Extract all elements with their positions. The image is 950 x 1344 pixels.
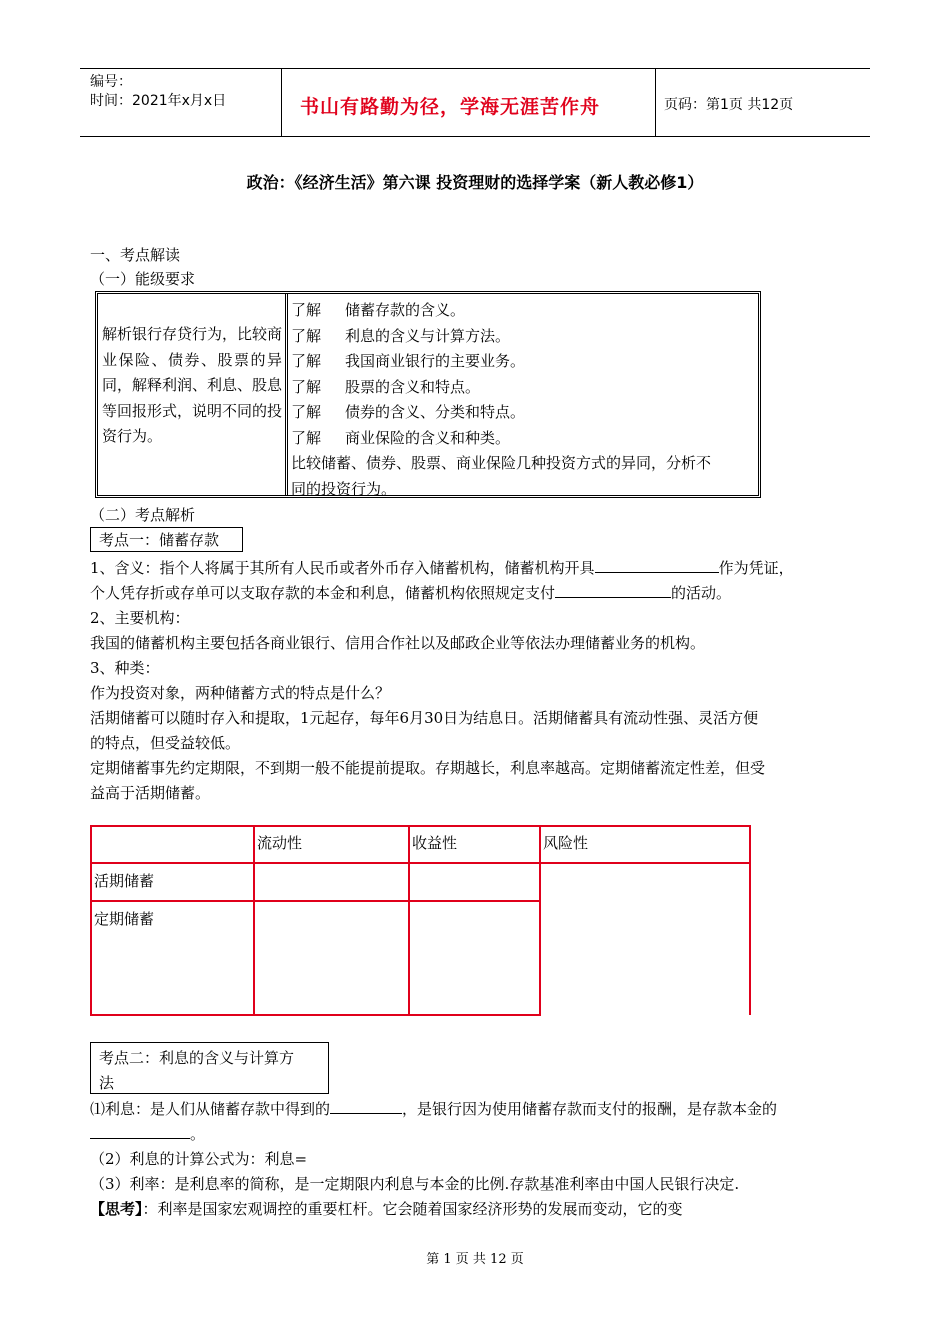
table-divider xyxy=(285,294,288,495)
think-label: 【思考】 xyxy=(90,1200,143,1218)
table-rule xyxy=(408,825,410,1016)
compare-requirement-line: 比较储蓄、债券、股票、商业保险几种投资方式的异同，分析不 xyxy=(291,454,712,472)
paragraph-text: 活期储蓄可以随时存入和提取，1元起存，每年6月30日为结息日。活期储蓄具有流动性强、灵活方便 xyxy=(90,709,759,727)
table-header-liquidity: 流动性 xyxy=(257,834,303,852)
table-rule xyxy=(90,862,751,864)
think-text: ：利率是国家宏观调控的重要杠杆。它会随着国家经济形势的发展而变动，它的变 xyxy=(142,1200,683,1218)
point-two-title: 法 xyxy=(99,1074,115,1092)
definition-text: ⑴利息：是人们从储蓄存款中得到的 xyxy=(90,1100,331,1118)
paragraph-heading: 3、种类： xyxy=(90,659,160,677)
doc-time-label: 时间：2021年x月x日 xyxy=(90,93,227,109)
definition-text: 个人凭存折或存单可以支取存款的本金和利息，储蓄机构依照规定支付 xyxy=(90,584,556,602)
requirement-content: 债券的含义、分类和特点。 xyxy=(345,403,526,421)
requirement-content: 利息的含义与计算方法。 xyxy=(345,326,511,345)
header-motto: 书山有路勤为径，学海无涯苦作舟 xyxy=(300,96,601,118)
requirement-content: 商业保险的含义和种类。 xyxy=(345,428,511,447)
table-rule xyxy=(90,1014,541,1016)
requirement-content: 储蓄存款的含义。 xyxy=(345,301,466,319)
paragraph-heading: 2、主要机构： xyxy=(90,609,190,627)
paragraph-text: 益高于活期储蓄。 xyxy=(90,784,211,802)
interest-rate-text: （3）利率：是利息率的简称，是一定期限内利息与本金的比例.存款基准利率由中国人民银行决定. xyxy=(90,1175,740,1193)
table-rule xyxy=(539,825,541,1016)
definition-line xyxy=(90,582,731,603)
point-one-box: 考点一：储蓄存款 xyxy=(90,527,243,552)
requirement-content: 股票的含义和特点。 xyxy=(345,377,481,396)
interest-definition-line xyxy=(90,1123,205,1144)
definition-line xyxy=(90,557,794,578)
requirement-level: 了解 xyxy=(291,428,322,447)
table-rule xyxy=(90,825,92,1016)
requirement-content: 我国商业银行的主要业务。 xyxy=(345,352,526,370)
requirement-level: 了解 xyxy=(291,377,322,396)
page-info: 页码：第1页 共12页 xyxy=(664,97,794,113)
requirement-level: 了解 xyxy=(291,301,322,319)
definition-text: 作为凭证， xyxy=(718,559,794,577)
level-requirements-table xyxy=(95,291,761,498)
subsection-heading: （二）考点解析 xyxy=(90,506,196,524)
definition-text: 的活动。 xyxy=(671,584,732,602)
page-title: 政治：《经济生活》第六课 投资理财的选择学案（新人教必修1） xyxy=(246,173,704,192)
requirement-row xyxy=(291,324,761,350)
requirement-row xyxy=(291,375,761,401)
ability-requirement-text: 解析银行存贷行为，比较商业保险、债券、股票的异同，解释利润、利息、股息等回报形式，说明不同的投资行为。 xyxy=(102,325,283,445)
table-rule xyxy=(253,825,255,1016)
requirement-row xyxy=(291,426,761,452)
page-footer: 第 1 页 共 12 页 xyxy=(426,1252,524,1267)
fill-blank[interactable] xyxy=(595,572,719,573)
header-divider xyxy=(281,68,282,136)
point-two-title: 考点二：利息的含义与计算方 xyxy=(99,1049,295,1067)
paragraph-text: 我国的储蓄机构主要包括各商业银行、信用合作社以及邮政企业等依法办理储蓄业务的机构。 xyxy=(90,634,706,652)
interest-definition-line xyxy=(90,1098,777,1119)
definition-text: 1、含义：指个人将属于其所有人民币或者外币存入储蓄机构，储蓄机构开具 xyxy=(90,559,595,577)
header-divider xyxy=(655,68,656,136)
table-header-return: 收益性 xyxy=(412,834,458,852)
requirement-row xyxy=(291,298,761,324)
requirement-row xyxy=(291,349,761,375)
point-two-box xyxy=(90,1042,329,1094)
table-rule xyxy=(90,900,540,902)
requirement-level: 了解 xyxy=(291,352,322,370)
question-text: 作为投资对象，两种储蓄方式的特点是什么？ xyxy=(90,684,391,702)
requirement-row xyxy=(291,400,761,426)
definition-text: 。 xyxy=(190,1125,206,1143)
section-heading: 一、考点解读 xyxy=(90,246,181,264)
header-top-rule xyxy=(80,68,870,69)
fill-blank[interactable] xyxy=(330,1113,402,1114)
doc-number-label: 编号： xyxy=(90,74,132,90)
compare-requirement-line: 同的投资行为。 xyxy=(291,479,397,498)
header-bottom-rule xyxy=(80,136,870,137)
table-rule xyxy=(90,825,751,827)
definition-text: ，是银行因为使用储蓄存款而支付的报酬，是存款本金的 xyxy=(402,1100,778,1118)
knowledge-requirements xyxy=(291,298,761,502)
fill-blank[interactable] xyxy=(90,1138,190,1139)
table-row-label-fixed: 定期储蓄 xyxy=(94,910,155,928)
fill-blank[interactable] xyxy=(555,597,671,598)
interest-formula: （2）利息的计算公式为：利息= xyxy=(90,1150,308,1168)
paragraph-text: 定期储蓄事先约定期限，不到期一般不能提前提取。存期越长，利息率越高。定期储蓄流定性差，但受 xyxy=(90,759,766,777)
subsection-heading: （一）能级要求 xyxy=(90,270,196,288)
table-header-risk: 风险性 xyxy=(543,834,589,852)
think-line xyxy=(90,1198,683,1219)
table-row-label-current: 活期储蓄 xyxy=(94,872,155,890)
requirement-level: 了解 xyxy=(291,326,322,345)
table-rule xyxy=(749,825,751,1015)
paragraph-text: 的特点，但受益较低。 xyxy=(90,734,241,752)
requirement-level: 了解 xyxy=(291,403,322,421)
